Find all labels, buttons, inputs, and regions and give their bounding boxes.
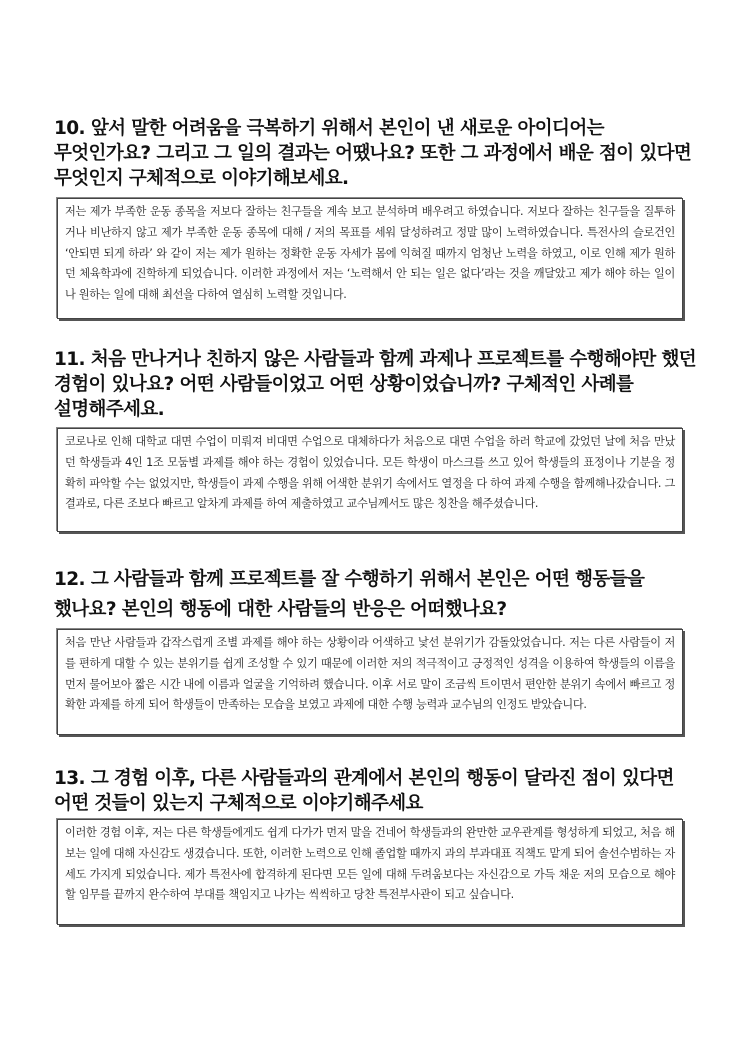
- answer-11-text: 코로나로 인해 대학교 대면 수업이 미뤄져 비대면 수업으로 대체하다가 처음으로 대면 수업을 하러 학교에 갔었던 날에 처음 만났던 학생들과 4인 1조 모둠별 과제를 해야 하는 경험이 있었습니다. 모든 학생이 마스크를 쓰고 있어 학생들의 표정이나 기분을 정확히 파악할 수는 없었지만, 학생들이 과제 수행을 위해 어색한 분위기 속에서도 열정을 다 하여 과제 수행을 함께해나갔습니다. 그 결과로, 다른 조보다 빠르고 알차게 과제를 하여 제출하였고 교수님께서도 많은 칭찬을 해주셨습니다.: [65, 435, 675, 511]
- answer-13-box: [57, 819, 683, 925]
- answer-12-text: 처음 만난 사람들과 갑작스럽게 조별 과제를 해야 하는 상황이라 어색하고 낯선 분위기가 감돌았었습니다. 저는 다른 사람들이 저를 편하게 대할 수 있는 분위기를 쉽게 조성할 수 있기 때문에 이러한 저의 적극적이고 긍정적인 성격을 이용하여 학생들의 이름을 먼저 물어보아 짧은 시간 내에 이름과 얼굴을 기억하려 했습니다. 이후 서로 말이 조금씩 트이면서 편안한 분위기 속에서 빠르고 정확한 과제를 하게 되어 학생들이 만족하는 모습을 보였고 과제에 대한 수행 능력과 교수님의 인정도 받았습니다.: [65, 636, 675, 712]
- question-11-heading: 11. 처음 만나거나 친하지 않은 사람들과 함께 과제나 프로젝트를 수행해야만 했던 경험이 있나요? 어떤 사람들이었고 어떤 상황이었습니까? 구체적인 사례를 설명해주세요.: [54, 349, 697, 420]
- answer-10-text: 저는 제가 부족한 운동 종목을 저보다 잘하는 친구들을 계속 보고 분석하며 배우려고 하였습니다. 저보다 잘하는 친구들을 질투하거나 비난하지 않고 제가 부족한 운동 종목에 대해 / 저의 목표를 세워 달성하려고 정말 많이 노력하였습니다. 특전사의 슬로건인 ‘안되면 되게 하라’ 와 같이 저는 제가 원하는 정확한 운동 자세가 몸에 익혀질 때까지 엄청난 노력을 하였고, 이로 인해 제가 원하던 체육학과에 진학하게 되었습니다. 이러한 과정에서 저는 ‘노력해서 안 되는 일은 없다’라는 것을 깨달았고 제가 해야 하는 일이나 원하는 일에 대해 최선을 다하여 열심히 노력할 것입니다.: [65, 205, 675, 302]
- question-13-heading: 13. 그 경험 이후, 다른 사람들과의 관계에서 본인의 행동이 달라진 점이 있다면 어떤 것들이 있는지 구체적으로 이야기해주세요: [54, 768, 674, 814]
- answer-12-box: [57, 629, 683, 735]
- answer-11-box: [57, 428, 683, 532]
- question-10-heading: 10. 앞서 말한 어려움을 극복하기 위해서 본인이 낸 새로운 아이디어는 무엇인가요? 그리고 그 일의 결과는 어땠나요? 또한 그 과정에서 배운 점이 있다면 무엇인지 구체적으로 이야기해보세요.: [54, 118, 692, 189]
- answer-13-text: 이러한 경험 이후, 저는 다른 학생들에게도 쉽게 다가가 먼저 말을 건네어 학생들과의 완만한 교우관계를 형성하게 되었고, 처음 해보는 일에 대해 자신감도 생겼습니다. 또한, 이러한 노력으로 인해 졸업할 때까지 과의 부과대표 직책도 맡게 되어 솔선수범하는 자세도 가지게 되었습니다. 제가 특전사에 합격하게 된다면 모든 일에 대해 두려움보다는 자신감으로 가득 채운 저의 모습으로 해야 할 임무를 끝까지 완수하여 부대를 책임지고 나가는 씩씩하고 당찬 특전부사관이 되고 싶습니다.: [65, 826, 675, 902]
- answer-10-box: [57, 198, 683, 319]
- question-12-heading: 12. 그 사람들과 함께 프로젝트를 잘 수행하기 위해서 본인은 어떤 행동들을 했나요? 본인의 행동에 대한 사람들의 반응은 어떠했나요?: [54, 569, 645, 620]
